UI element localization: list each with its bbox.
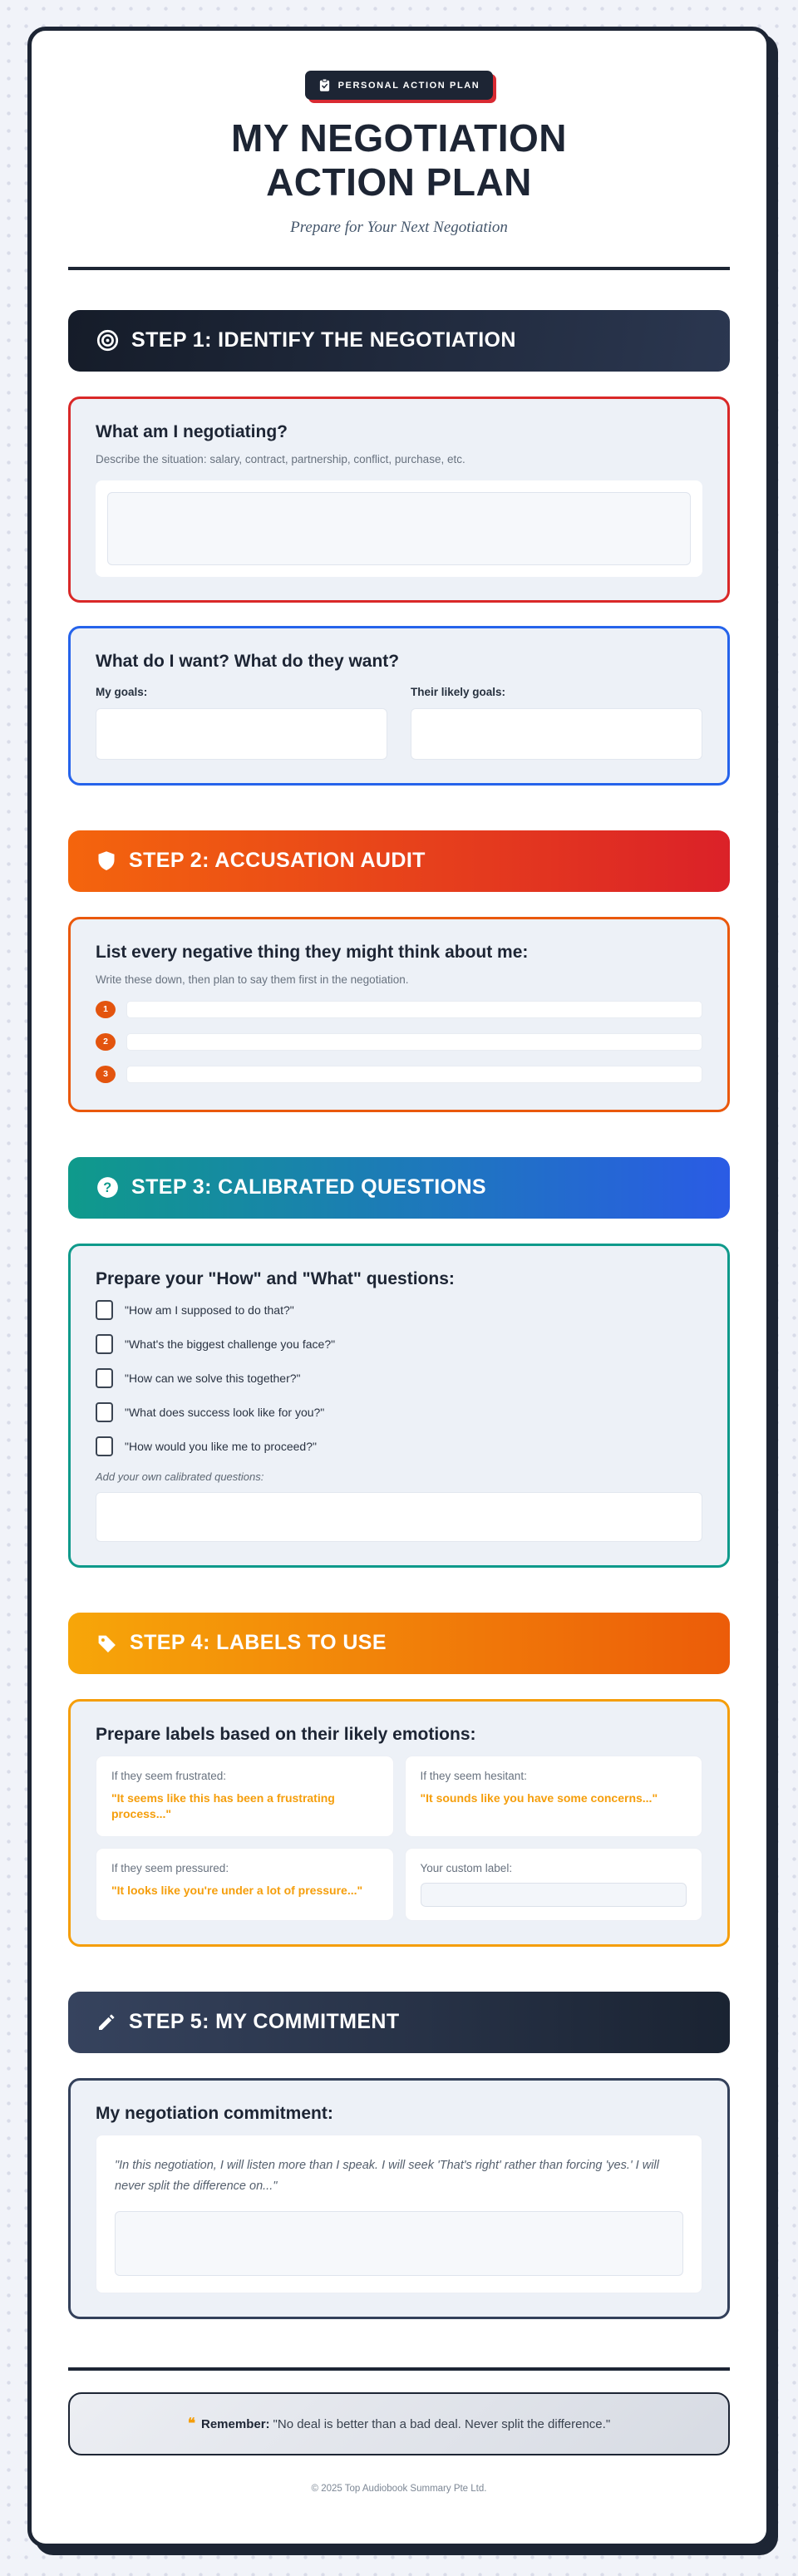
- my-goals-label: My goals:: [96, 685, 148, 698]
- question-label: "What's the biggest challenge you face?": [125, 1337, 336, 1351]
- tag-icon: [96, 1633, 117, 1653]
- step5-header-bar: [68, 1992, 730, 2053]
- step1-card-negotiating: [68, 396, 730, 603]
- step3-header-label: STEP 3: CALIBRATED QUESTIONS: [131, 1175, 486, 1199]
- goals-columns: [96, 682, 702, 760]
- page-subtitle: Prepare for Your Next Negotiation: [290, 218, 508, 236]
- commitment-quote: "In this negotiation, I will listen more than I speak. I will seek 'That's right' rather than forcing 'yes.' I will never split the difference on...": [115, 2158, 659, 2194]
- page-title-line2: ACTION PLAN: [266, 160, 532, 204]
- audit-input-2[interactable]: [126, 1033, 702, 1051]
- question-label: "What does success look like for you?": [125, 1405, 325, 1419]
- step5-heading: My negotiation commitment:: [96, 2103, 333, 2123]
- label-cell-custom: [405, 1848, 703, 1921]
- shield-icon: [96, 850, 116, 872]
- label-cell-pressured: [96, 1848, 394, 1921]
- svg-text:?: ?: [103, 1180, 112, 1196]
- their-goals-input[interactable]: [411, 708, 702, 760]
- question-row: [96, 1436, 702, 1456]
- step1-header-label: STEP 1: IDENTIFY THE NEGOTIATION: [131, 328, 516, 352]
- commitment-input[interactable]: [115, 2211, 683, 2276]
- label-condition: If they seem frustrated:: [111, 1769, 227, 1782]
- plan-badge-label: PERSONAL ACTION PLAN: [337, 80, 480, 91]
- label-condition: Your custom label:: [420, 1861, 513, 1874]
- clipboard-icon: [318, 78, 331, 92]
- question-row: [96, 1368, 702, 1388]
- bottom-divider: [68, 2367, 730, 2371]
- question-icon: [96, 1176, 119, 1199]
- negotiation-description-wrap: [96, 480, 702, 577]
- step1-card1-caption: Describe the situation: salary, contract, partnership, conflict, purchase, etc.: [96, 452, 466, 465]
- audit-number-badge: 3: [96, 1066, 116, 1083]
- custom-label-input[interactable]: [421, 1883, 687, 1907]
- question-label: "How am I supposed to do that?": [125, 1303, 294, 1317]
- question-checkbox-5[interactable]: [96, 1436, 113, 1456]
- step2-heading: List every negative thing they might think about me:: [96, 942, 529, 962]
- labels-grid: [96, 1756, 702, 1921]
- remember-quote: "No deal is better than a bad deal. Never split the difference.": [273, 2416, 611, 2431]
- question-label: "How can we solve this together?": [125, 1371, 301, 1385]
- step4-card-labels: [68, 1699, 730, 1947]
- label-cell-hesitant: [405, 1756, 703, 1837]
- step1-section: [68, 310, 730, 786]
- step4-header-label: STEP 4: LABELS TO USE: [130, 1631, 387, 1655]
- custom-questions-label: Add your own calibrated questions:: [96, 1470, 264, 1483]
- remember-note: [68, 2392, 730, 2455]
- step1-card1-heading: What am I negotiating?: [96, 421, 288, 441]
- their-goals-label: Their likely goals:: [411, 685, 506, 698]
- step4-header-bar: [68, 1613, 730, 1674]
- my-goals-input[interactable]: [96, 708, 387, 760]
- audit-number-badge: 1: [96, 1001, 116, 1018]
- step5-card-commitment: [68, 2078, 730, 2319]
- negotiation-description-input[interactable]: [107, 492, 691, 565]
- step5-section: [68, 1992, 730, 2319]
- top-divider: [68, 267, 730, 270]
- step5-header-label: STEP 5: MY COMMITMENT: [129, 2010, 400, 2034]
- label-quote: "It sounds like you have some concerns...": [420, 1790, 658, 1805]
- label-cell-frustrated: [96, 1756, 394, 1837]
- audit-row: [96, 1001, 702, 1018]
- audit-number-badge: 2: [96, 1033, 116, 1051]
- step2-header-label: STEP 2: ACCUSATION AUDIT: [129, 849, 426, 873]
- label-condition: If they seem pressured:: [111, 1861, 229, 1874]
- step3-card-questions: [68, 1244, 730, 1568]
- question-label: "How would you like me to proceed?": [125, 1439, 317, 1453]
- step2-caption: Write these down, then plan to say them first in the negotiation.: [96, 973, 409, 986]
- target-icon: [96, 329, 119, 352]
- plan-badge: [305, 71, 494, 100]
- question-checkbox-4[interactable]: [96, 1402, 113, 1422]
- action-plan-page: [27, 27, 771, 2548]
- audit-row: [96, 1033, 702, 1051]
- quote-icon: ❝: [187, 2415, 195, 2431]
- question-row: [96, 1300, 702, 1320]
- audit-row: [96, 1066, 702, 1083]
- audit-input-3[interactable]: [126, 1066, 702, 1083]
- question-row: [96, 1334, 702, 1354]
- page-header: [68, 71, 730, 237]
- label-quote: "It seems like this has been a frustrating process...": [111, 1790, 335, 1821]
- commitment-wrap: [96, 2135, 702, 2293]
- step3-section: [68, 1157, 730, 1568]
- custom-questions-input[interactable]: [96, 1492, 702, 1542]
- pencil-icon: [96, 2012, 116, 2032]
- question-checkbox-3[interactable]: [96, 1368, 113, 1388]
- my-goals-column: [96, 682, 387, 760]
- label-quote: "It looks like you're under a lot of pressure...": [111, 1883, 363, 1897]
- step4-heading: Prepare labels based on their likely emotions:: [96, 1724, 476, 1744]
- step2-card-audit: [68, 917, 730, 1112]
- audit-input-1[interactable]: [126, 1001, 702, 1018]
- page-title-line1: MY NEGOTIATION: [231, 116, 567, 160]
- question-checkbox-1[interactable]: [96, 1300, 113, 1320]
- page-title: [68, 116, 730, 205]
- copyright: © 2025 Top Audiobook Summary Pte Ltd.: [311, 2483, 487, 2494]
- step1-card2-heading: What do I want? What do they want?: [96, 651, 400, 671]
- step1-card-goals: [68, 626, 730, 786]
- question-checkbox-2[interactable]: [96, 1334, 113, 1354]
- step2-section: [68, 830, 730, 1112]
- label-condition: If they seem hesitant:: [420, 1769, 527, 1782]
- step3-header-bar: [68, 1157, 730, 1219]
- remember-label: Remember:: [201, 2416, 270, 2431]
- step4-section: [68, 1613, 730, 1947]
- step1-header-bar: [68, 310, 730, 372]
- step3-heading: Prepare your "How" and "What" questions:: [96, 1268, 455, 1288]
- step2-header-bar: [68, 830, 730, 892]
- question-row: [96, 1402, 702, 1422]
- their-goals-column: [411, 682, 702, 760]
